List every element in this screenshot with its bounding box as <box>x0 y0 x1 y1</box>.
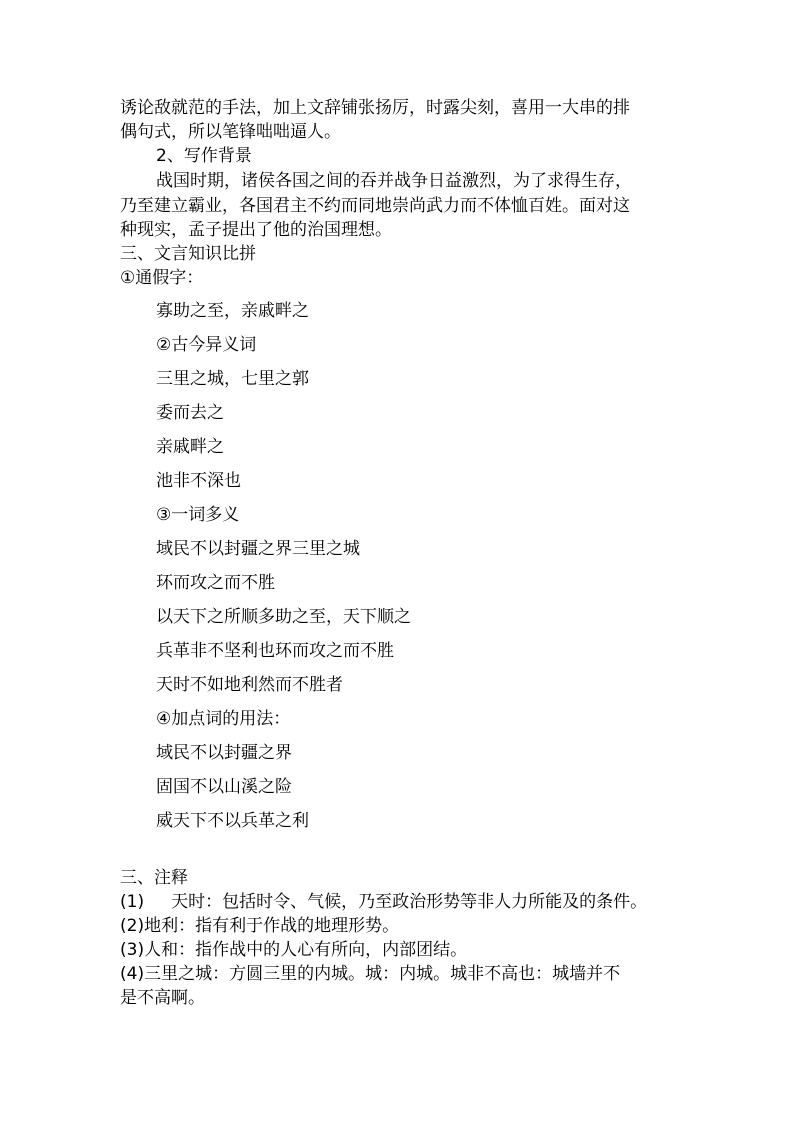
duoyi-heading: ③一词多义 <box>156 505 240 525</box>
duoyi-item: 兵革非不坚利也环而攻之而不胜 <box>156 641 394 661</box>
writing-background-heading: 2、写作背景 <box>156 146 252 166</box>
duoyi-item: 域民不以封疆之界三里之城 <box>156 539 360 559</box>
usage-item: 域民不以封疆之界 <box>156 743 292 763</box>
tongjia-heading: ①通假字： <box>120 268 204 288</box>
usage-item: 固国不以山溪之险 <box>156 777 292 797</box>
usage-item: 威天下不以兵革之利 <box>156 811 309 831</box>
notes-heading: 三、注释 <box>120 868 188 888</box>
note-2: (2)地利：指有利于作战的地理形势。 <box>120 916 400 936</box>
usage-heading: ④加点词的用法： <box>156 709 291 729</box>
writing-background-line-3: 种现实，孟子提出了他的治国理想。 <box>120 220 392 240</box>
note-3: (3)人和：指作战中的人心有所向，内部团结。 <box>120 940 468 960</box>
note-4-line-2: 是不高啊。 <box>120 988 205 1008</box>
gujin-item: 委而去之 <box>156 403 224 423</box>
gujin-heading: ②古今异义词 <box>156 335 257 355</box>
duoyi-item: 环而攻之而不胜 <box>156 573 275 593</box>
intro-line-1: 诱论敌就范的手法，加上文辞铺张扬厉，时露尖刻，喜用一大串的排 <box>120 98 630 118</box>
knowledge-heading: 三、文言知识比拼 <box>120 244 256 264</box>
intro-line-2: 偶句式，所以笔锋咄咄逼人。 <box>120 122 341 142</box>
note-4-line-1: (4)三里之城：方圆三里的内城。城：内城。城非不高也：城墙并不 <box>120 964 621 984</box>
gujin-item: 三里之城，七里之郭 <box>156 369 309 389</box>
gujin-item: 池非不深也 <box>156 471 241 491</box>
gujin-item: 亲戚畔之 <box>156 437 224 457</box>
duoyi-item: 天时不如地利然而不胜者 <box>156 675 343 695</box>
writing-background-line-2: 乃至建立霸业，各国君主不约而同地崇尚武力而不体恤百姓。面对这 <box>120 196 630 216</box>
tongjia-item: 寡助之至，亲戚畔之 <box>156 301 309 321</box>
note-1: (1) 天时：包括时令、气候，乃至政治形势等非人力所能及的条件。 <box>120 892 648 912</box>
duoyi-item: 以天下之所顺多助之至，天下顺之 <box>156 607 411 627</box>
writing-background-line-1: 战国时期，诸侯各国之间的吞并战争日益激烈，为了求得生存， <box>156 171 632 191</box>
